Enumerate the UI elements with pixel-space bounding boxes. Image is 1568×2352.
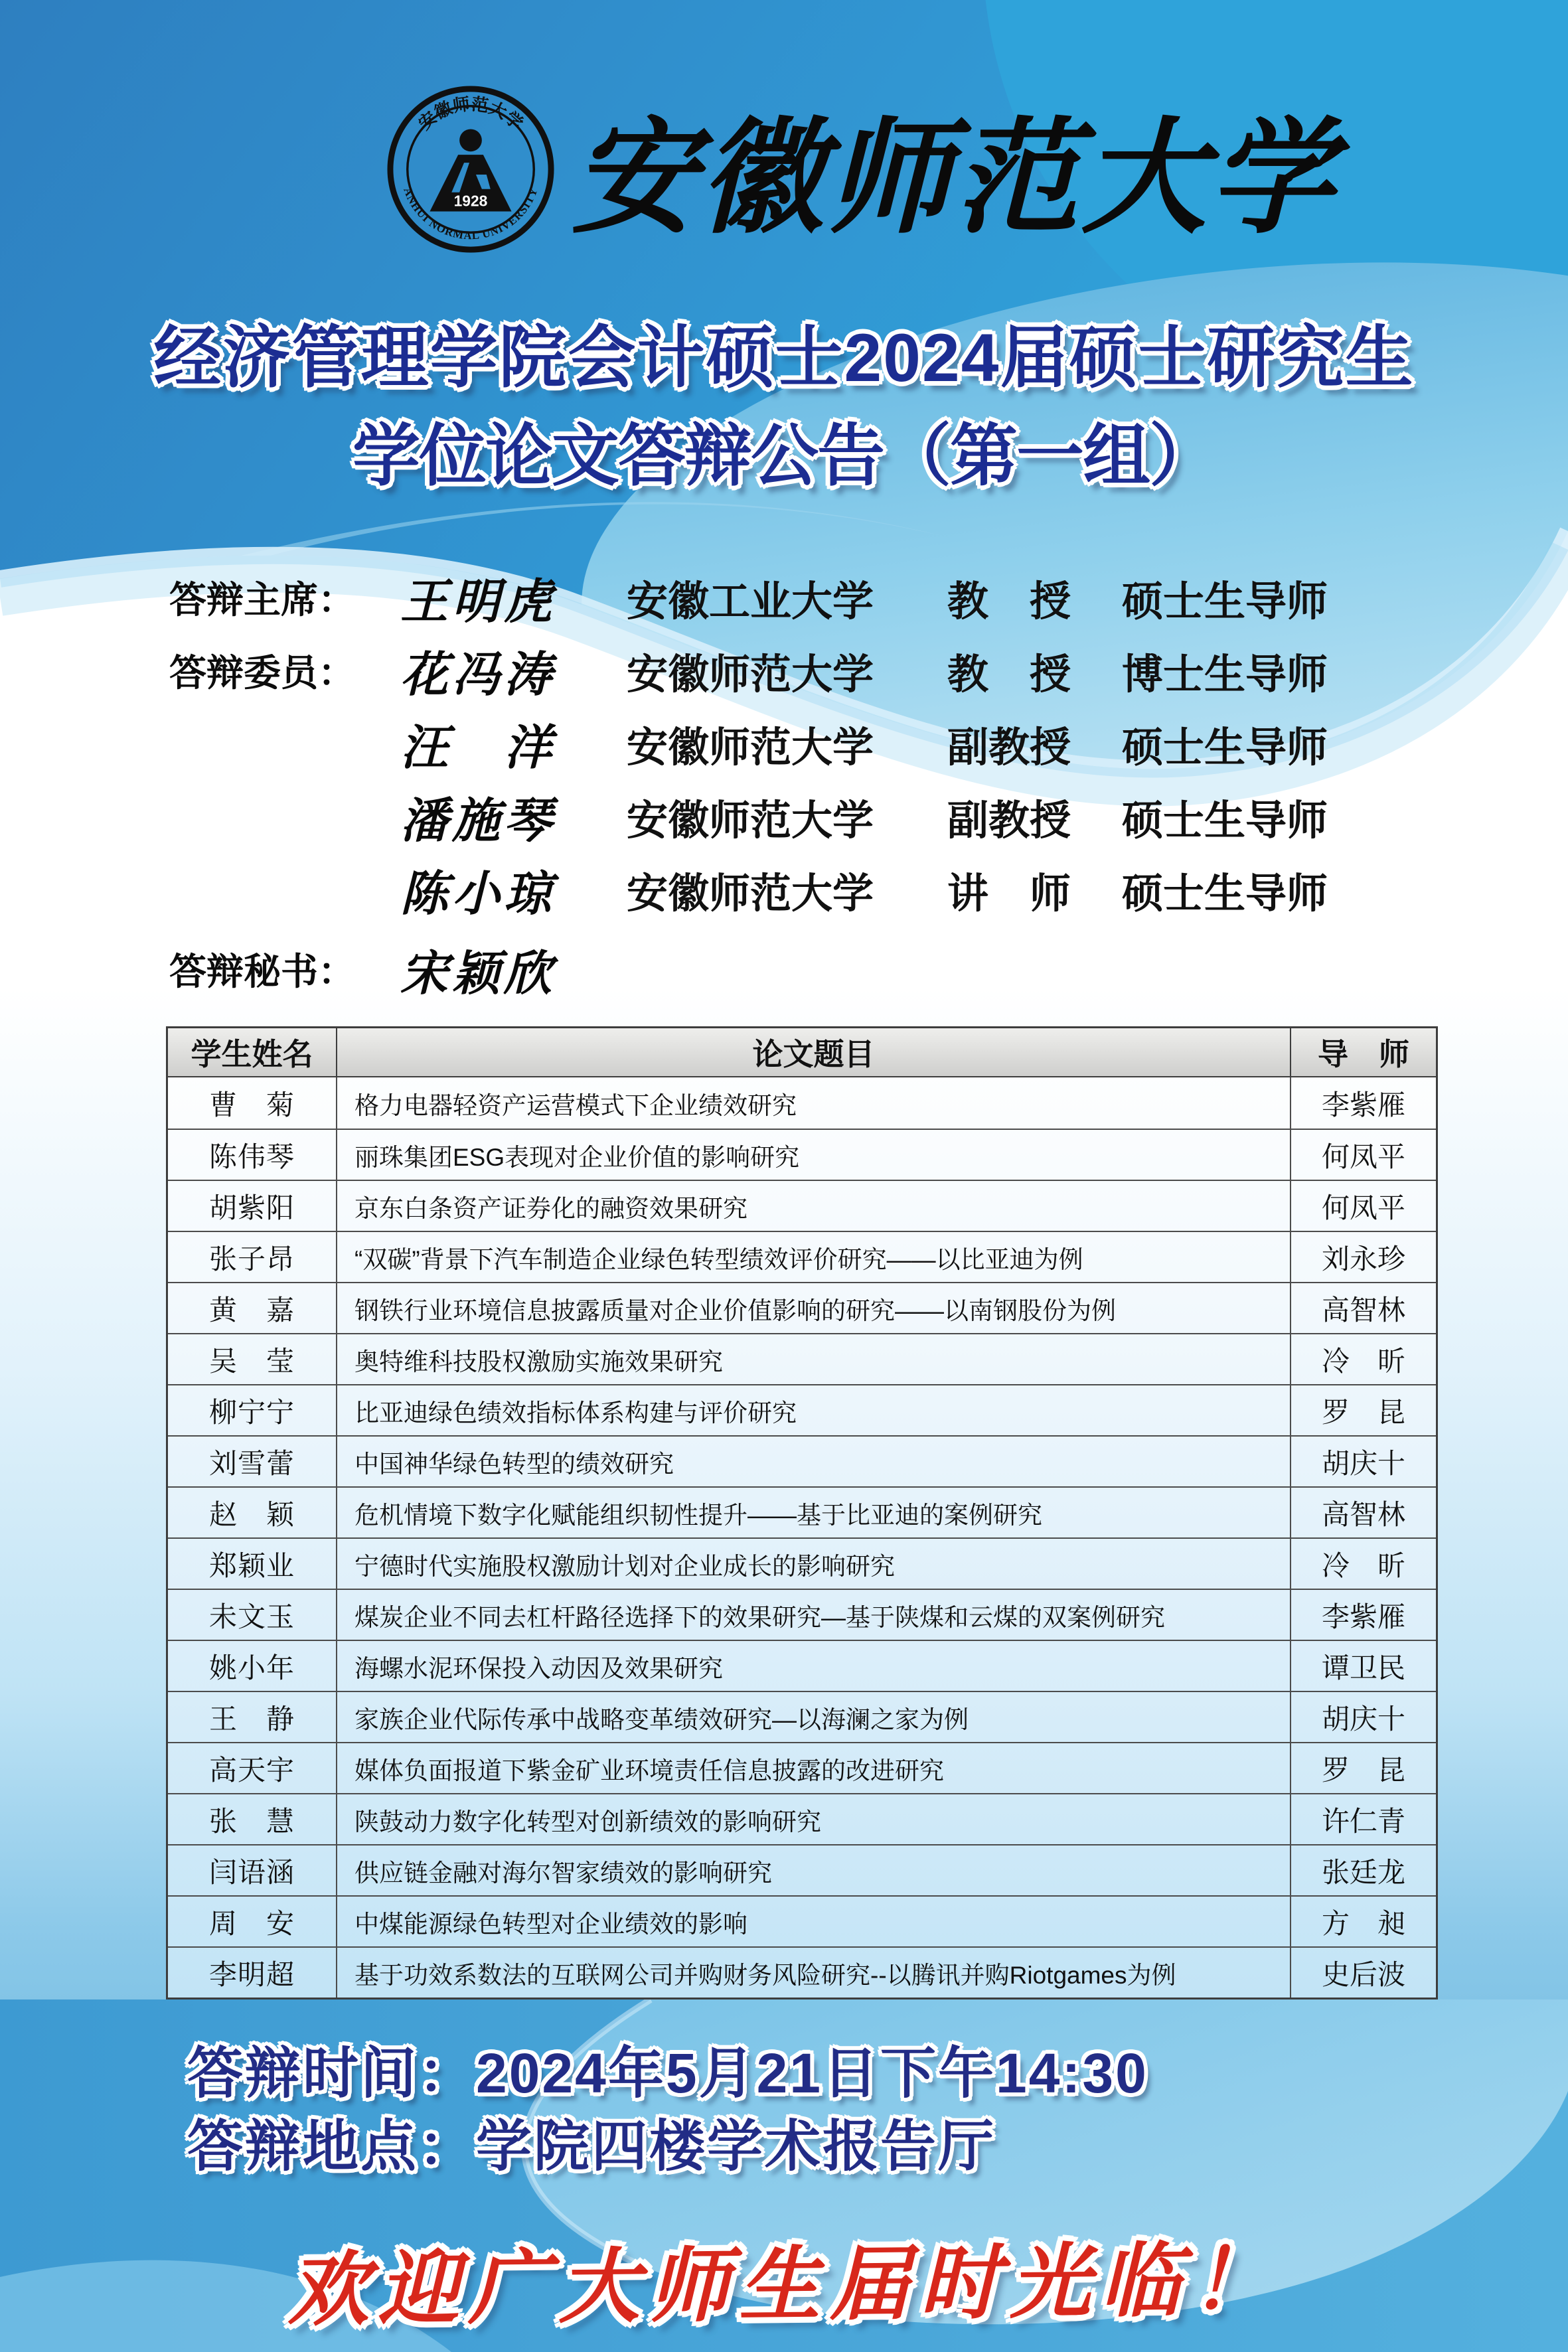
committee-row: [169, 707, 1490, 780]
student-name: 未文玉: [208, 1601, 295, 1632]
table-header-student: 学生姓名: [191, 1037, 313, 1071]
seal-chinese-text: 安徽师范大学: [414, 94, 527, 134]
committee-member-role: 硕士生导师: [1122, 724, 1328, 771]
table-row: [168, 1384, 1436, 1435]
defense-table: [166, 1026, 1438, 1999]
table-row: [168, 1640, 1436, 1691]
poster-title-line2: 学位论文答辩公告（第一组）: [353, 418, 1215, 494]
student-name: 张 慧: [208, 1805, 295, 1837]
mentor-name: 谭卫民: [1290, 1641, 1436, 1691]
committee-member-affiliation: 安徽师范大学: [626, 797, 874, 844]
mentor-name: 刘永珍: [1290, 1232, 1436, 1282]
mentor-name: 高智林: [1290, 1488, 1436, 1537]
university-seal: [385, 84, 556, 255]
student-name: 高天宇: [208, 1754, 295, 1786]
mentor-name: 方 昶: [1290, 1897, 1436, 1946]
student-name: 曹 菊: [208, 1089, 295, 1121]
mentor-name: 何凤平: [1290, 1181, 1436, 1231]
seal-english-text: ANHUI NORMAL UNIVERSITY: [401, 185, 540, 242]
secretary-row: [169, 933, 1490, 1006]
mentor-name: 胡庆十: [1290, 1692, 1436, 1742]
committee-member-affiliation: 安徽师范大学: [626, 724, 874, 771]
thesis-title: 煤炭企业不同去杠杆路径选择下的效果研究—基于陕煤和云煤的双案例研究: [336, 1590, 1290, 1640]
table-row: [168, 1231, 1436, 1282]
table-row: [168, 1537, 1436, 1589]
student-name: 张子昂: [208, 1243, 295, 1275]
mentor-name: 何凤平: [1290, 1130, 1436, 1180]
committee-member-affiliation: 安徽工业大学: [626, 578, 874, 625]
thesis-title: 钢铁行业环境信息披露质量对企业价值影响的研究——以南钢股份为例: [336, 1283, 1290, 1333]
committee-row-label: 答辩主席：: [169, 579, 355, 621]
committee-member-title: 副教授: [947, 724, 1071, 771]
secretary-label: 答辩秘书：: [169, 951, 355, 992]
thesis-title: 家族企业代际传承中战略变革绩效研究—以海澜之家为例: [336, 1692, 1290, 1742]
mentor-name: 罗 昆: [1290, 1743, 1436, 1793]
student-name: 姚小年: [208, 1652, 295, 1684]
thesis-title: 海螺水泥环保投入动因及效果研究: [336, 1641, 1290, 1691]
committee-member-affiliation: 安徽师范大学: [626, 651, 874, 698]
thesis-title: 京东白条资产证券化的融资效果研究: [336, 1181, 1290, 1231]
student-name: 柳宁宁: [208, 1396, 295, 1428]
thesis-title: 宁德时代实施股权激励计划对企业成长的影响研究: [336, 1539, 1290, 1589]
table-header-mentor: 导 师: [1290, 1028, 1436, 1076]
mentor-name: 史后波: [1290, 1948, 1436, 1998]
defense-time: 答辩时间：2024年5月21日下午14:30: [187, 2042, 1148, 2104]
table-row: [168, 1282, 1436, 1333]
student-name: 周 安: [208, 1907, 295, 1939]
committee-row: [169, 561, 1490, 634]
thesis-title: 格力电器轻资产运营模式下企业绩效研究: [336, 1077, 1290, 1129]
table-row: [168, 1895, 1436, 1946]
committee-row: [169, 634, 1490, 707]
committee-member-title: 讲 师: [947, 870, 1071, 917]
committee-member-title: 教 授: [947, 578, 1071, 625]
table-row: [168, 1742, 1436, 1793]
thesis-title: 基于功效系数法的互联网公司并购财务风险研究--以腾讯并购Riotgames为例: [336, 1948, 1290, 1998]
student-name: 郑颖业: [208, 1549, 295, 1581]
seal-torch-icon: [459, 129, 482, 151]
seal-year: 1928: [453, 192, 488, 210]
committee-member-affiliation: 安徽师范大学: [626, 870, 874, 917]
table-row: [168, 1333, 1436, 1384]
thesis-title: 中煤能源绿色转型对企业绩效的影响: [336, 1897, 1290, 1946]
mentor-name: 冷 昕: [1290, 1539, 1436, 1589]
table-row: [168, 1435, 1436, 1486]
table-row: [168, 1793, 1436, 1844]
table-header-row: [168, 1028, 1436, 1077]
committee-member-role: 硕士生导师: [1122, 578, 1328, 625]
committee-member-name: 陈小琼: [400, 865, 556, 921]
mentor-name: 冷 昕: [1290, 1334, 1436, 1384]
secretary-name: 宋颖欣: [400, 945, 556, 1001]
mentor-name: 罗 昆: [1290, 1385, 1436, 1435]
table-row: [168, 1077, 1436, 1129]
thesis-title: 危机情境下数字化赋能组织韧性提升——基于比亚迪的案例研究: [336, 1488, 1290, 1537]
table-row: [168, 1946, 1436, 1998]
mentor-name: 李紫雁: [1290, 1077, 1436, 1129]
table-row: [168, 1589, 1436, 1640]
thesis-title: 供应链金融对海尔智家绩效的影响研究: [336, 1845, 1290, 1895]
student-name: 胡紫阳: [208, 1192, 295, 1223]
poster-title-line1: 经济管理学院会计硕士2024届硕士研究生: [153, 320, 1415, 396]
committee-member-role: 硕士生导师: [1122, 797, 1328, 844]
committee-member-name: 王明虎: [400, 573, 556, 629]
committee-row: [169, 853, 1490, 926]
table-row: [168, 1844, 1436, 1895]
committee-member-role: 硕士生导师: [1122, 870, 1328, 917]
mentor-name: 李紫雁: [1290, 1590, 1436, 1640]
table-row: [168, 1486, 1436, 1537]
committee-row: [169, 780, 1490, 853]
committee-row-label: 答辩委员：: [169, 652, 355, 694]
student-name: 王 静: [208, 1703, 295, 1735]
mentor-name: 许仁青: [1290, 1794, 1436, 1844]
table-row: [168, 1691, 1436, 1742]
student-name: 陈伟琴: [208, 1140, 295, 1172]
thesis-title: “双碳”背景下汽车制造企业绿色转型绩效评价研究——以比亚迪为例: [336, 1232, 1290, 1282]
student-name: 刘雪蕾: [208, 1447, 295, 1479]
thesis-title: 媒体负面报道下紫金矿业环境责任信息披露的改进研究: [336, 1743, 1290, 1793]
mentor-name: 张廷龙: [1290, 1845, 1436, 1895]
thesis-title: 陕鼓动力数字化转型对创新绩效的影响研究: [336, 1794, 1290, 1844]
student-name: 闫语涵: [208, 1856, 295, 1888]
thesis-title: 丽珠集团ESG表现对企业价值的影响研究: [336, 1130, 1290, 1180]
committee-member-role: 博士生导师: [1122, 651, 1328, 698]
university-name: 安徽师范大学: [572, 104, 1336, 251]
committee-member-name: 潘施琴: [400, 792, 556, 848]
committee-section: [169, 561, 1490, 1006]
thesis-title: 中国神华绿色转型的绩效研究: [336, 1437, 1290, 1486]
table-header-thesis: 论文题目: [336, 1028, 1290, 1076]
student-name: 赵 颖: [208, 1498, 295, 1530]
mentor-name: 胡庆十: [1290, 1437, 1436, 1486]
thesis-title: 奥特维科技股权激励实施效果研究: [336, 1334, 1290, 1384]
committee-member-title: 副教授: [947, 797, 1071, 844]
committee-member-title: 教 授: [947, 651, 1071, 698]
committee-member-name: 花冯涛: [400, 646, 556, 702]
table-row: [168, 1180, 1436, 1231]
welcome-message: 欢迎广大师生届时光临！: [287, 2231, 1281, 2337]
mentor-name: 高智林: [1290, 1283, 1436, 1333]
defense-place: 答辩地点：学院四楼学术报告厅: [187, 2115, 996, 2177]
student-name: 黄 嘉: [208, 1294, 295, 1326]
student-name: 李明超: [208, 1958, 295, 1990]
thesis-title: 比亚迪绿色绩效指标体系构建与评价研究: [336, 1385, 1290, 1435]
table-row: [168, 1129, 1436, 1180]
committee-member-name: 汪 洋: [400, 719, 556, 775]
student-name: 吴 莹: [208, 1345, 295, 1377]
